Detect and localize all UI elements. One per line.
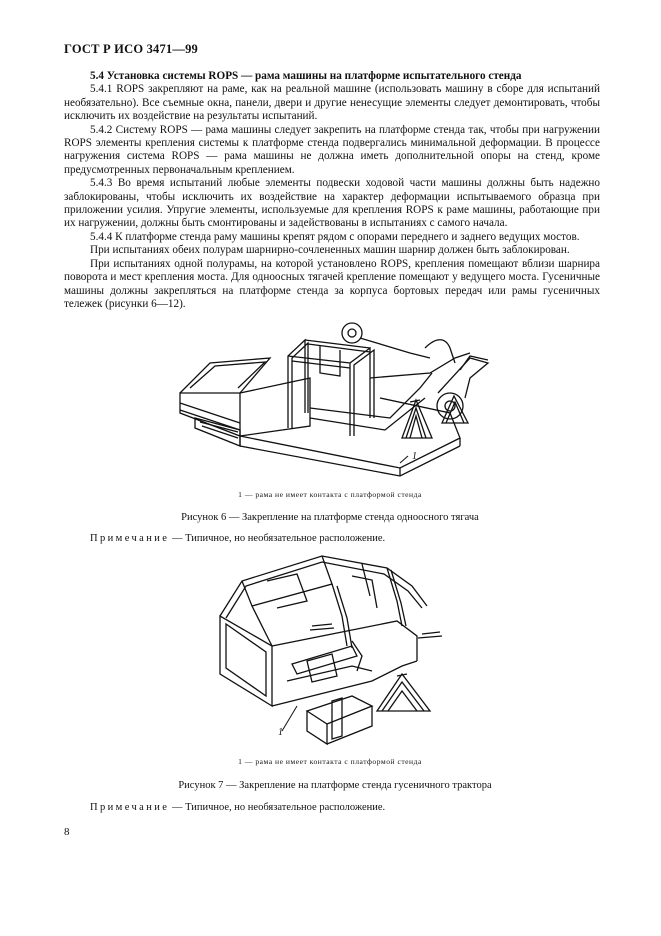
figure-7-legend: 1 — рама не имеет контакта с платформой стенда [238, 757, 422, 766]
figure-7-caption: Рисунок 7 — Закрепление на платформе стенда гусеничного трактора [178, 780, 492, 791]
figure-6-drawing [170, 318, 490, 478]
figure-6-callout: 1 [412, 451, 418, 462]
page-number: 8 [64, 826, 70, 838]
figure-7-callout: 1 [278, 727, 284, 738]
note-2 [90, 802, 385, 813]
paragraph-5-4-2: 5.4.2 Систему ROPS — рама машины следует закрепить на платформе стенда так, чтобы при нагружении ROPS элементы крепления системы к платформе стенда подвергались минимальной деформации. В процессе нагружения система ROPS — рама машины не должна иметь дополнительной опоры на стенд, кроме предусмотренных первоначальным креплением. [64, 123, 600, 176]
figure-7-drawing [212, 546, 462, 746]
section-title: 5.4 Установка системы ROPS — рама машины на платформе испытательного стенда [90, 70, 522, 82]
paragraph-articulated: При испытаниях обеих полурам шарнирно-сочлененных машин шарнир должен быть заблокирован. [90, 244, 570, 257]
paragraph-5-4-4: 5.4.4 К платформе стенда раму машины крепят рядом с опорами переднего и заднего ведущих мостов. [90, 230, 580, 243]
note-1-text: — Типичное, но необязательное расположение. [169, 533, 386, 544]
paragraph-5-4-1: 5.4.1 ROPS закрепляют на раме, как на реальной машине (использовать машину в сборе для испытаний необязательно). Все съемные окна, панели, двери и другие ненесущие элементы следует демонтировать, чтобы исключить их воздействие на результаты испытаний. [64, 83, 600, 123]
figure-6-legend: 1 — рама не имеет контакта с платформой стенда [238, 490, 422, 499]
figure-6-caption: Рисунок 6 — Закрепление на платформе стенда одноосного тягача [181, 512, 479, 523]
note-2-label: Примечание [90, 802, 170, 813]
section-5-4 [64, 70, 600, 311]
note-1-label: Примечание [90, 533, 170, 544]
note-1 [90, 533, 385, 544]
note-2-text: — Типичное, но необязательное расположение. [169, 802, 386, 813]
document-header: ГОСТ Р ИСО 3471—99 [64, 42, 198, 56]
paragraph-5-4-3: 5.4.3 Во время испытаний любые элементы подвески ходовой части машины должны быть надежно заблокированы, чтобы исключить их воздействие на характер деформации испытываемого образца при приложении усилия. Упругие элементы, используемые для крепления ROPS к раме машины, работающие при их нагружении, должны быть смонтированы и задействованы в испытаниях с самого начала. [64, 177, 600, 230]
paragraph-half-frame: При испытаниях одной полурамы, на которой установлено ROPS, крепления помещают вблизи шарнира поворота и мест крепления моста. Для одноосных тягачей крепление помещают у ведущего моста. Гусеничные машины должны закрепляться на платформе стенда за корпуса бортовых передач или рамы гусеничных тележек (рисунки 6—12). [64, 257, 600, 310]
